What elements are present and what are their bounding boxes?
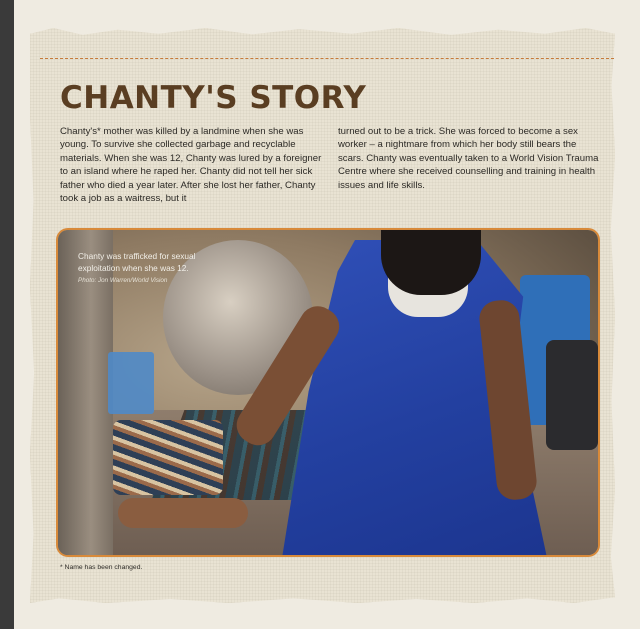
page-edge-strip xyxy=(0,0,14,629)
photo-frame xyxy=(58,230,598,555)
blue-basket xyxy=(108,352,154,414)
article-title: CHANTY'S STORY xyxy=(60,80,367,116)
photo-credit: Photo: Jon Warren/World Vision xyxy=(78,277,168,284)
folded-clothes xyxy=(113,420,223,495)
photo-caption: Chanty was trafficked for sexual exploitation when she was 12. xyxy=(78,251,196,273)
article-column-2: turned out to be a trick. She was forced to become a sex worker – a nightmare from which her body still bears the scars. Chanty was eventually taken to a World Vision Trauma Centre where she received counselling and training in health issues and life skills. xyxy=(338,126,599,191)
dark-bag xyxy=(546,340,598,450)
article-column-1: Chanty's* mother was killed by a landmine when she was young. To survive she collected garbage and recyclable materials. When she was 12, Chanty was lured by a foreigner to an island where he raped her. Chanty did not tell her sick father who died a year later. After she lost her father, Chanty took a job as a waitress, but it xyxy=(60,126,322,205)
girl-hair xyxy=(381,230,481,295)
girl-foot xyxy=(118,498,248,528)
dashed-divider xyxy=(40,58,614,59)
footnote: * Name has been changed. xyxy=(60,564,143,571)
